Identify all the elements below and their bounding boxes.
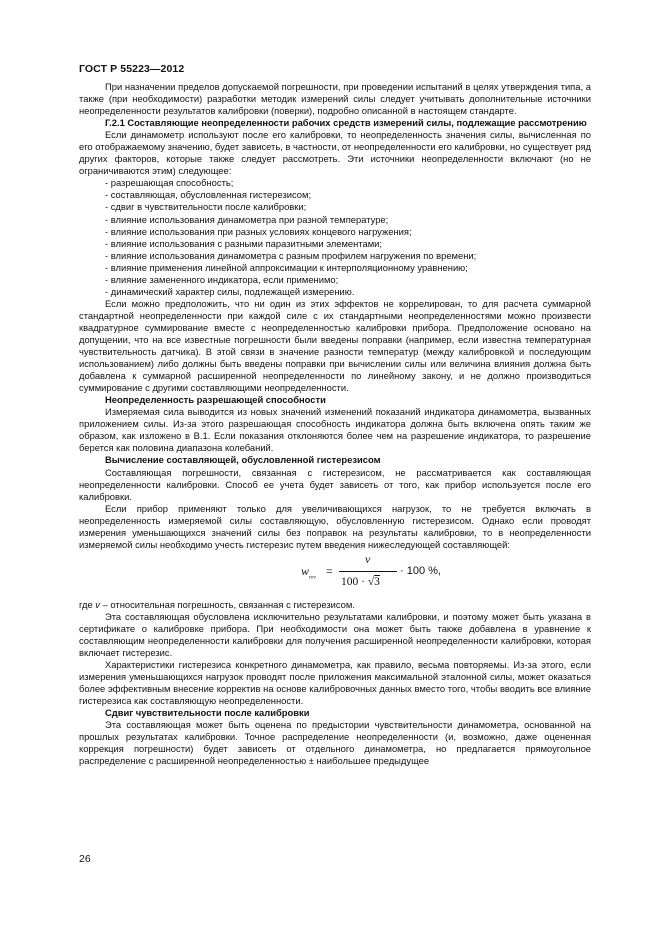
paragraph-hysteresis-2: Если прибор применяют только для увеличивающихся нагрузок, то не требуется включать в неопределенность измеряемой силы составляющую, обусловленную гистерезисом. Однако если проводят измерения уменьшающихся значений силы без поправок на результаты калибровки, то в неопределенности измеряемой силы необходимо учесть гистерезис путем введения нижеследующей составляющей: [79, 502, 591, 550]
paragraph-correlation: Если можно предположить, что ни один из этих эффектов не коррелирован, то для расчета суммарной стандартной неопределенности при каждой силе с их стандартными неопределенностями можно произвести квадратурное суммирование вместе с неопределенностью калибровки прибора. Предположение основано на допущении, что на все известные погрешности были введены поправки (например, если известна температурная чувствительность датчика). В этой связи в значение разности температур (между калибровкой и последующим использованием) либо должны быть введены поправки при вычислении силы или величина влияния должна быть добавлена к суммарной расширенной неопределенности по линейному закону, и не должно производиться суммирование с другими составляющими неопределенности. [79, 297, 591, 394]
section-heading-g21: Г.2.1 Составляющие неопределенности рабочих средств измерений силы, подлежащие рассмотрению [105, 117, 587, 129]
formula-tail: · 100 %, [400, 564, 441, 577]
standard-header: ГОСТ Р 55223—2012 [79, 63, 185, 75]
formula-equals: = [326, 563, 333, 578]
paragraph-intro: При назначении пределов допускаемой погрешности, при проведении испытаний в целях утверждения типа, а также (при необходимости) разработки методик измерений силы следует учитывать дополнительные источники неопределенности результатов калибровки (поверки), подробно описанной в настоящем стандарте. [79, 81, 591, 117]
list-item: - влияние применения линейной аппроксимации к интерполяционному уравнению; [105, 261, 468, 273]
formula-numerator: v [365, 551, 371, 566]
list-item: - составляющая, обусловленная гистерезисом; [105, 189, 312, 201]
paragraph-certificate: Эта составляющая обусловлена исключительно результатами калибровки, и поэтому может быть указана в сертификате о калибровке прибора. При необходимости она может быть также добавлена в уравнение к составляющим неопределенности калибровки для получения расширенной неопределенности калибровки, которая включает гистерезис. [79, 610, 591, 659]
uncertainty-sources-list [79, 177, 591, 297]
list-item: - влияние использования динамометра с разным профилем нагружения по времени; [105, 249, 477, 261]
list-item: - разрешающая способность; [105, 177, 234, 189]
list-item: - сдвиг в чувствительности после калибровки; [105, 201, 307, 213]
page-number: 26 [79, 853, 91, 865]
formula-fraction-bar [339, 571, 397, 572]
list-item: - влияние использования с разными паразитными элементами; [105, 237, 383, 249]
paragraph-where: где v – относительная погрешность, связанная с гистерезисом. [79, 598, 355, 610]
paragraph-sources: Если динамометр используют после его калибровки, то неопределенность значения силы, вычисленная по его отображаемому значению, будет зависеть, в частности, от неопределенности его калибровки, но существует ряд других факторов, которые также следует рассмотреть. Эти источники неопределенности включают (но не ограничиваются этим) следующее: [79, 129, 591, 177]
document-body [79, 81, 591, 767]
paragraph-hysteresis-1: Составляющая погрешности, связанная с гистерезисом, не рассматривается как составляющая неопределенности калибровки. Способ ее учета будет зависеть от того, как прибор используется после его калибровки. [79, 466, 591, 502]
heading-sensitivity-shift: Сдвиг чувствительности после калибровки [105, 707, 310, 719]
paragraph-sensitivity-shift: Эта составляющая может быть оценена по предыстории чувствительности динамометра, основанной на прошлых результатах калибровки. Точное распределение неопределенности (и, возможно, даже оцененная коррекция погрешности) будет зависеть от отдельного динамометра, но предлагается прямоугольное распределение с расширенной неопределенностью ± наибольшее предыдущее [79, 719, 591, 767]
list-item: - влияние замененного индикатора, если применимо; [105, 273, 339, 285]
heading-resolution: Неопределенность разрешающей способности [105, 394, 326, 406]
list-item: - влияние использования при разных условиях концевого нагружения; [105, 225, 412, 237]
list-item: - динамический характер силы, подлежащей измерению. [105, 285, 355, 297]
hysteresis-formula [79, 553, 591, 597]
list-item: - влияние использования динамометра при разной температуре; [105, 213, 389, 225]
heading-hysteresis: Вычисление составляющей, обусловленной гистерезисом [105, 454, 381, 466]
formula-lhs: $w_{rev}$ [301, 563, 316, 581]
paragraph-repeatability: Характеристики гистерезиса конкретного динамометра, как правило, весьма повторяемы. Из-за этого, если измерения уменьшающихся нагрузок проводят после приложения максимальной эталонной силы, может оказаться более эффективным внесение корректив на основе калибровочных данных вместо того, чтобы вводить все влияние гистерезиса как составляющую неопределенности. [79, 659, 591, 707]
paragraph-resolution: Измеряемая сила выводится из новых значений изменений показаний индикатора динамометра, вызванных приложением силы. Из-за этого разрешающая способность индикатора должна быть включена опять таким же образом, как изложено в В.1. Если показания отклоняются более чем на разрешение индикатора, то разрешение берется как половина диапазона колебаний. [79, 406, 591, 454]
formula-denominator: 100 · √3 [341, 575, 380, 588]
